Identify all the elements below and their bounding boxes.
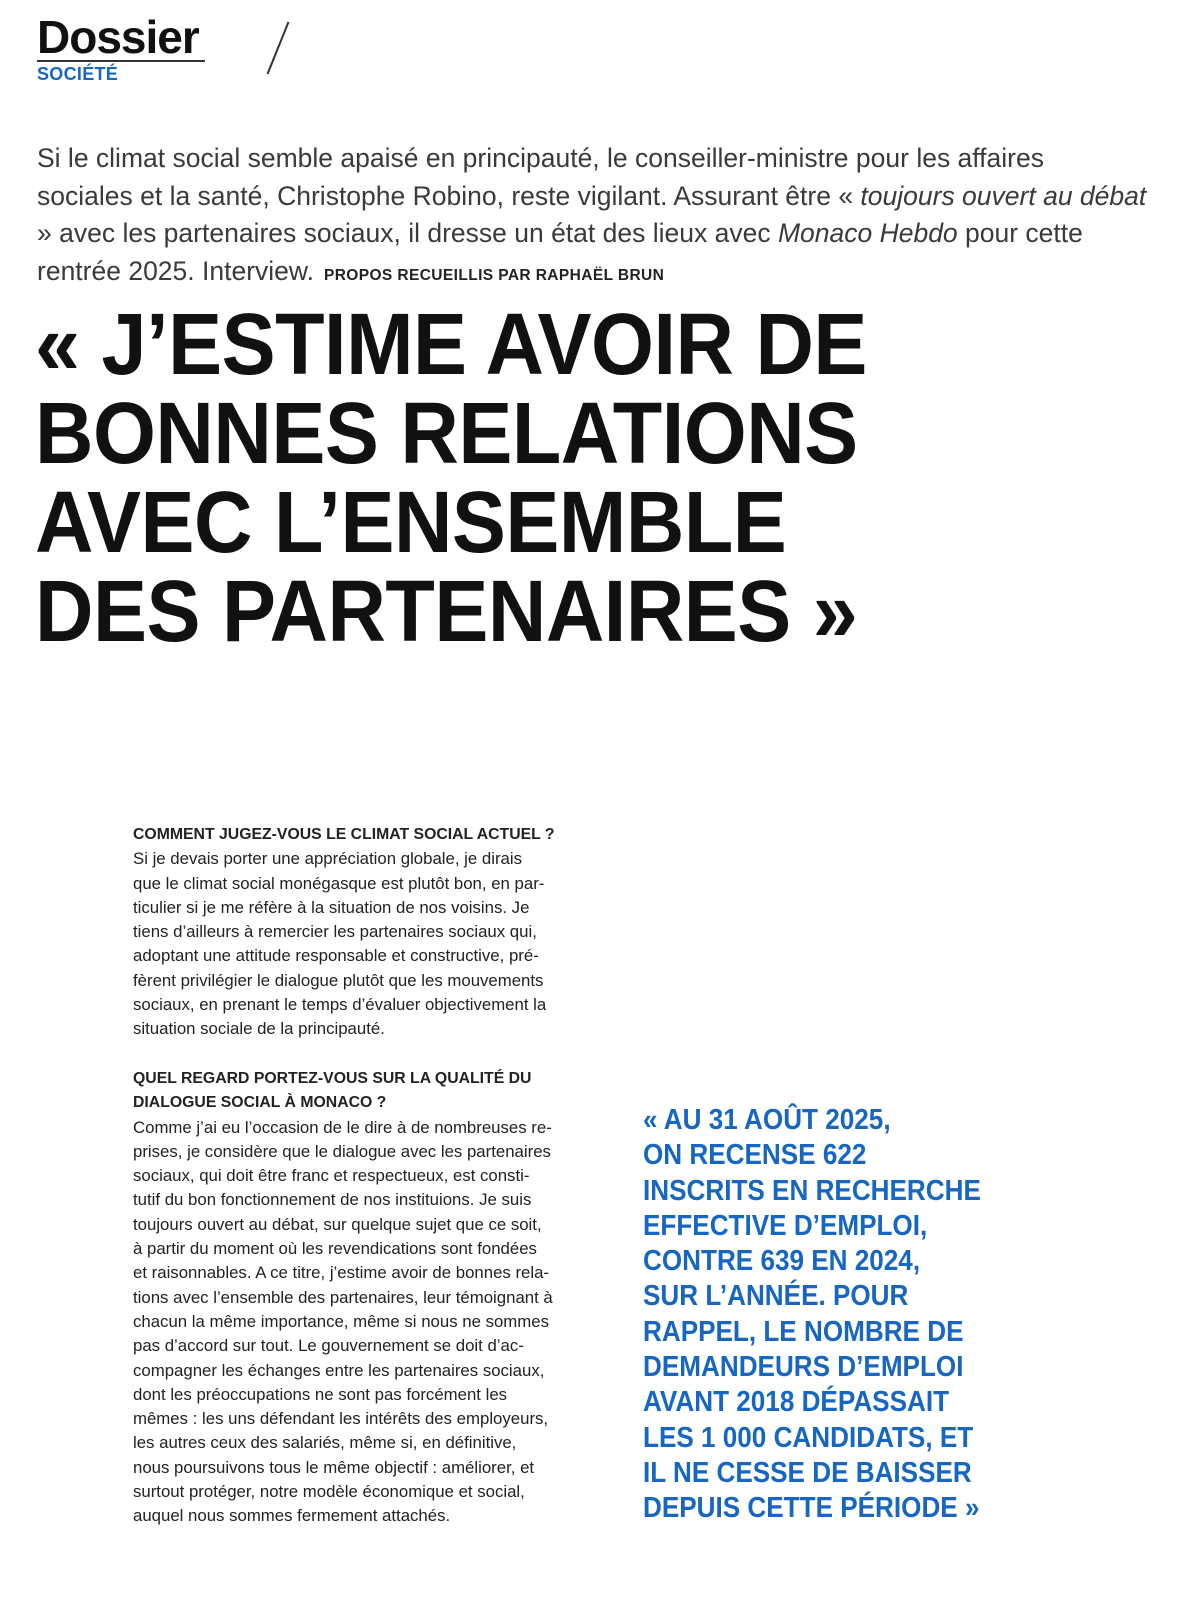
- answer-line: les autres ceux des salariés, même si, en définitive,: [133, 1433, 517, 1453]
- answer-line: toujours ouvert au débat, sur quelque sujet que ce soit,: [133, 1214, 542, 1234]
- answer-line: Comme j’ai eu l’occasion de le dire à de nombreuses re-: [133, 1117, 552, 1137]
- pull-quote-line: RAPPEL, LE NOMBRE DE: [643, 1315, 964, 1348]
- question-line: QUEL REGARD PORTEZ-VOUS SUR LA QUALITÉ DU: [133, 1070, 532, 1087]
- intro-paragraph: [37, 140, 1147, 294]
- answer-line: à partir du moment où les revendications sont fondées: [133, 1239, 537, 1259]
- byline: PROPOS RECUEILLIS PAR RAPHAËL BRUN: [323, 266, 665, 284]
- pull-quote-line: CONTRE 639 EN 2024,: [643, 1245, 921, 1278]
- answer-line: ticulier si je me réfère à la situation de nos voisins. Je: [133, 897, 530, 917]
- answer-line: nous poursuivons tous le même objectif : améliorer, et: [133, 1457, 535, 1477]
- publication-name: Monaco Hebdo: [777, 218, 958, 248]
- pull-quote-line: « AU 31 AOÛT 2025,: [643, 1104, 891, 1136]
- pull-quote-line: DEPUIS CETTE PÉRIODE »: [643, 1492, 980, 1525]
- rubric: [37, 11, 205, 85]
- answer-line: sociaux, qui doit être franc et respectueux, est consti-: [133, 1166, 530, 1186]
- pull-quote-line: IL NE CESSE DE BAISSER: [643, 1456, 972, 1489]
- answer-line: et raisonnables. A ce titre, j’estime avoir de bonnes rela-: [133, 1263, 550, 1283]
- answer-line: que le climat social monégasque est plutôt bon, en par-: [133, 873, 545, 893]
- answer-line: sociaux, en prenant le temps d’évaluer objectivement la: [133, 995, 547, 1015]
- headline-line: BONNES RELATIONS: [35, 385, 858, 482]
- intro-text: pour cette rentrée 2025. Interview.: [37, 218, 1083, 286]
- answer-line: compagner les échanges entre les partenaires sociaux,: [133, 1360, 545, 1380]
- pull-quote-line: AVANT 2018 DÉPASSAIT: [643, 1386, 950, 1419]
- headline-line: AVEC L’ENSEMBLE: [35, 474, 787, 571]
- answer-line: pas d’accord sur tout. Le gouvernement se doit d’ac-: [133, 1336, 524, 1356]
- answer-line: chacun la même importance, même si nous ne sommes: [133, 1311, 549, 1331]
- answer-line: adoptant une attitude responsable et constructive, pré-: [133, 946, 539, 966]
- qa-block: [133, 1067, 603, 1529]
- answer-line: fèrent privilégier le dialogue plutôt que les mouvements: [133, 970, 544, 990]
- intro-quote: toujours ouvert au débat: [860, 180, 1147, 211]
- intro-text: » avec les partenaires sociaux, il dresse un état des lieux avec: [37, 218, 778, 248]
- answer-line: surtout protéger, notre modèle économique et social,: [133, 1482, 525, 1502]
- headline: [35, 296, 930, 660]
- answer-line: mêmes : les uns défendant les intérêts des employeurs,: [133, 1409, 549, 1429]
- headline-line: « J’ESTIME AVOIR DE: [35, 296, 867, 393]
- pull-quote: [643, 1103, 1018, 1527]
- intro-text: Si le climat social semble apaisé en principauté, le conseiller-ministre pour les affaires sociales et la santé, Christophe Robino, reste vigilant. Assurant être «: [37, 143, 1044, 211]
- question-line: DIALOGUE SOCIAL À MONACO ?: [133, 1094, 387, 1112]
- qa-block: [133, 823, 603, 1042]
- pull-quote-line: SUR L’ANNÉE. POUR: [643, 1280, 909, 1313]
- rubric-title: Dossier: [37, 14, 205, 62]
- pull-quote-line: INSCRITS EN RECHERCHE: [643, 1174, 981, 1207]
- answer-line: situation sociale de la principauté.: [133, 1019, 385, 1039]
- rubric-slash: [267, 22, 290, 75]
- headline-line: DES PARTENAIRES »: [35, 563, 858, 660]
- answer-line: dont les préoccupations ne sont pas forcément les: [133, 1384, 508, 1404]
- answer-line: tiens d’ailleurs à remercier les partenaires sociaux qui,: [133, 922, 537, 942]
- pull-quote-line: EFFECTIVE D’EMPLOI,: [643, 1209, 928, 1242]
- pull-quote-line: LES 1 000 CANDIDATS, ET: [643, 1421, 974, 1454]
- answer-line: auquel nous sommes fermement attachés.: [133, 1506, 451, 1526]
- answer-line: prises, je considère que le dialogue avec les partenaires: [133, 1141, 551, 1161]
- pull-quote-line: ON RECENSE 622: [643, 1139, 867, 1172]
- answer-line: Si je devais porter une appréciation globale, je dirais: [133, 849, 523, 869]
- pull-quote-line: DEMANDEURS D’EMPLOI: [643, 1351, 964, 1384]
- answer-line: tions avec l’ensemble des partenaires, leur témoignant à: [133, 1287, 553, 1307]
- rubric-section: SOCIÉTÉ: [37, 64, 119, 84]
- answer-line: tutif du bon fonctionnement de nos instituions. Je suis: [133, 1190, 532, 1210]
- question-line: COMMENT JUGEZ-VOUS LE CLIMAT SOCIAL ACTUEL ?: [133, 826, 555, 843]
